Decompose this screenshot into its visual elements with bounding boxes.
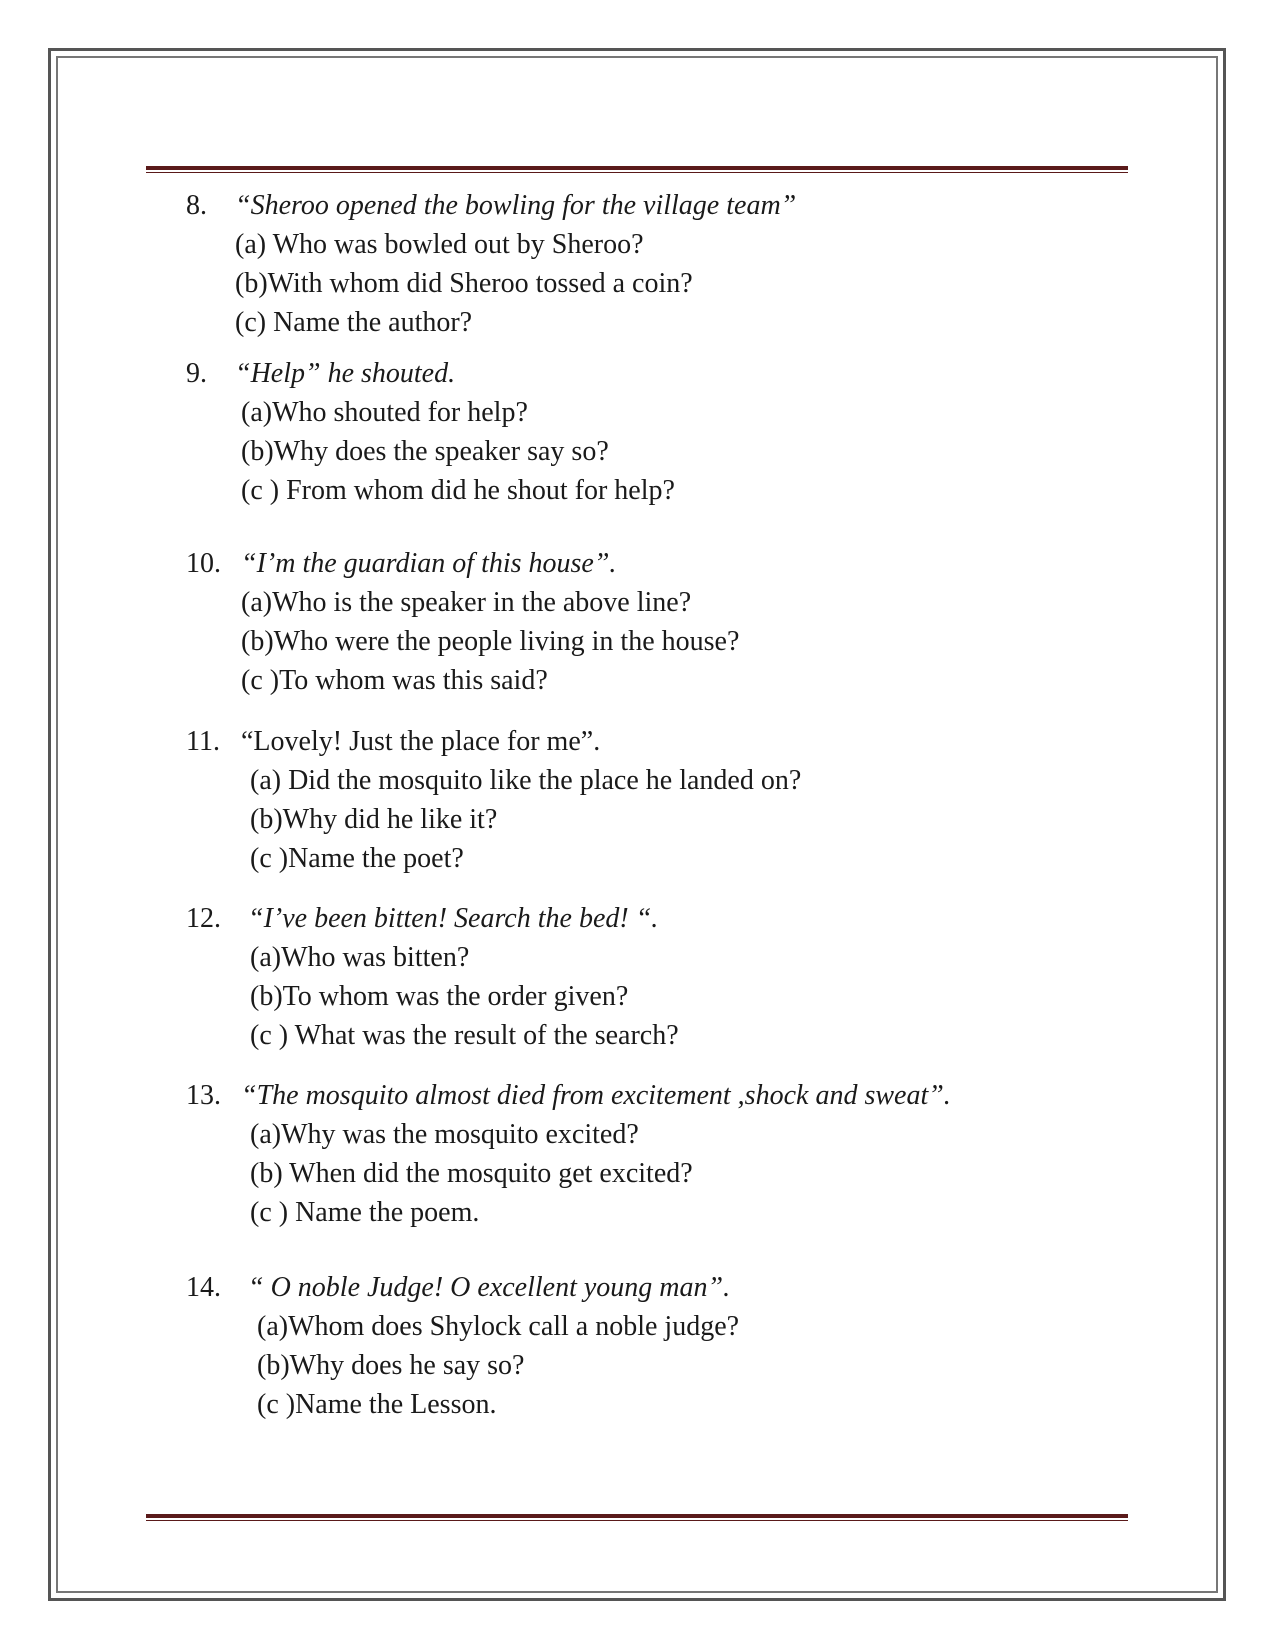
question-11 (186, 722, 801, 878)
bottom-rule (146, 1514, 1128, 1521)
question-quote: “Sheroo opened the bowling for the village team” (235, 190, 797, 221)
question-number: 9. (186, 358, 207, 389)
sub-question-a: (a) Did the mosquito like the place he landed on? (250, 765, 802, 796)
sub-question-a: (a) Who was bowled out by Sheroo? (235, 229, 644, 260)
sub-question-b: (b)Who were the people living in the house? (241, 626, 740, 657)
question-10 (186, 544, 739, 700)
sub-question-a: (a)Who was bitten? (250, 942, 470, 973)
question-13 (186, 1076, 951, 1232)
question-8 (186, 186, 796, 342)
sub-question-a: (a)Who shouted for help? (241, 397, 528, 428)
sub-question-a: (a)Why was the mosquito excited? (250, 1119, 639, 1150)
sub-question-b: (b)To whom was the order given? (250, 981, 629, 1012)
sub-question-b: (b)Why does the speaker say so? (241, 436, 609, 467)
sub-question-c: (c ) What was the result of the search? (250, 1020, 679, 1051)
sub-question-c: (c )Name the poet? (250, 843, 464, 874)
question-12 (186, 899, 679, 1055)
question-14 (186, 1268, 739, 1424)
question-9 (186, 354, 675, 510)
sub-question-b: (b)With whom did Sheroo tossed a coin? (235, 268, 693, 299)
question-quote: “I’m the guardian of this house”. (241, 548, 617, 579)
question-quote: “Help” he shouted. (235, 358, 456, 389)
question-quote: “The mosquito almost died from excitement ,shock and sweat”. (241, 1080, 951, 1111)
sub-question-c: (c )To whom was this said? (241, 665, 548, 696)
sub-question-a: (a)Whom does Shylock call a noble judge? (257, 1311, 740, 1342)
question-number: 11. (186, 726, 220, 757)
question-quote: “Lovely! Just the place for me”. (241, 726, 601, 757)
question-quote: “I’ve been bitten! Search the bed! “. (248, 903, 659, 934)
question-number: 12. (186, 903, 221, 934)
sub-question-c: (c ) From whom did he shout for help? (241, 475, 675, 506)
top-rule (146, 166, 1128, 173)
question-number: 8. (186, 190, 207, 221)
sub-question-b: (b) When did the mosquito get excited? (250, 1158, 693, 1189)
sub-question-b: (b)Why does he say so? (257, 1350, 525, 1381)
sub-question-c: (c) Name the author? (235, 307, 473, 338)
question-number: 10. (186, 548, 221, 579)
sub-question-a: (a)Who is the speaker in the above line? (241, 587, 692, 618)
question-quote: “ O noble Judge! O excellent young man”. (248, 1272, 731, 1303)
sub-question-c: (c ) Name the poem. (250, 1197, 480, 1228)
question-number: 13. (186, 1080, 221, 1111)
sub-question-b: (b)Why did he like it? (250, 804, 498, 835)
question-number: 14. (186, 1272, 221, 1303)
sub-question-c: (c )Name the Lesson. (257, 1389, 497, 1420)
